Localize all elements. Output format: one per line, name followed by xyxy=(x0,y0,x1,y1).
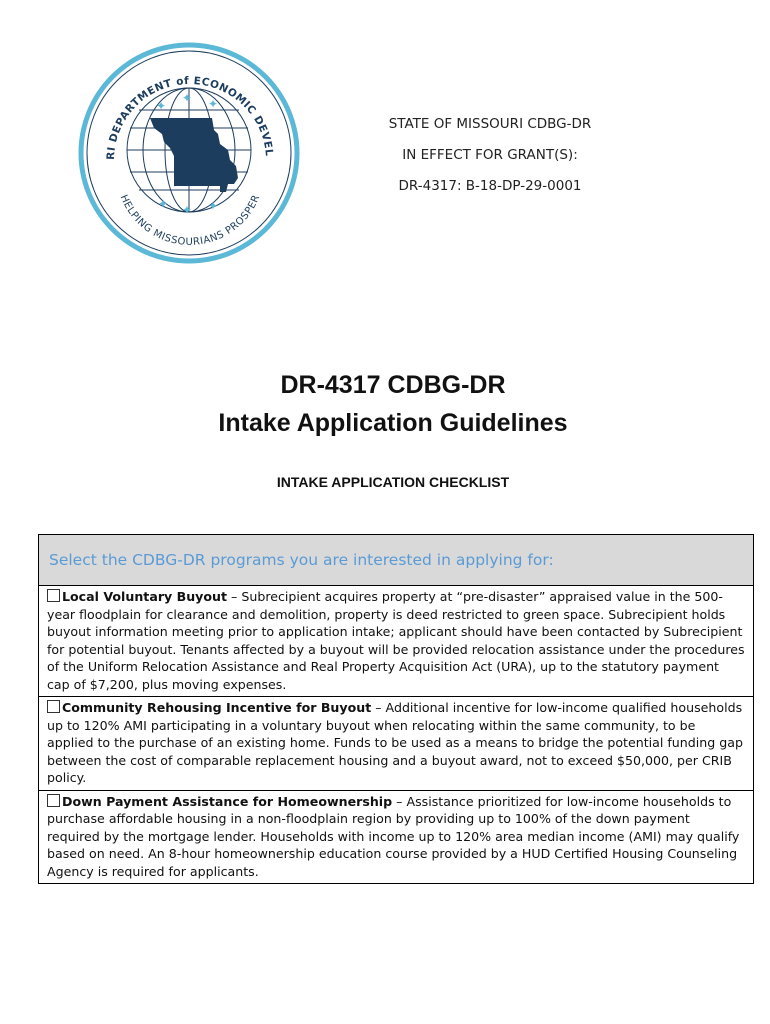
svg-text:✦: ✦ xyxy=(208,97,219,111)
crib-checkbox[interactable] xyxy=(47,700,60,713)
department-logo xyxy=(78,38,300,268)
program-description: – Assistance prioritized for low-income households to purchase affordable housing in a non-floodplain region by providing up to 100% of the down payment required by the mortgage lender. Households with income up to 120% area median income (AMI) may qualify based on need. An 8-hour homeownership education course provided by a HUD Certified Housing Counseling Agency is required for applicants. xyxy=(47,793,740,879)
checklist-heading: INTAKE APPLICATION CHECKLIST xyxy=(276,474,510,490)
svg-text:✦: ✦ xyxy=(156,99,167,113)
program-description: – Subrecipient acquires property at “pre-disaster” appraised value in the 500-year floodplain for clearance and demolition, property is deed restricted to green space. Subrecipient holds buyout information meeting prior to application intake; applicant should have been contacted by Subrecipient for potential buyout. Tenants affected by a buyout will be provided relocation assistance under the procedures of the Uniform Relocation Assistance and Real Property Acquisition Act (URA), up to the statutory payment cap of $7,200, plus moving expenses. xyxy=(47,589,745,692)
header-line-effect: IN EFFECT FOR GRANT(S): xyxy=(402,147,578,163)
program-row-buyout xyxy=(39,586,753,697)
svg-text:✦: ✦ xyxy=(182,91,193,105)
seal-icon xyxy=(78,38,300,268)
header-line-state: STATE OF MISSOURI CDBG-DR xyxy=(388,116,592,132)
svg-text:✦: ✦ xyxy=(182,203,193,217)
down-payment-checkbox[interactable] xyxy=(47,794,60,807)
program-description: – Additional incentive for low-income qualified households up to 120% AMI participating in a voluntary buyout when relocating within the same community, to be applied to the purchase of an existing home. Funds to be used as a means to bridge the potential funding gap between the cost of comparable replacement housing and a buyout award, not to exceed $50,000, per CRIB policy. xyxy=(47,700,743,785)
seal-top-text: RI DEPARTMENT of ECONOMIC DEVEL xyxy=(104,74,275,161)
program-name: Down Payment Assistance for Homeownership xyxy=(62,793,393,809)
buyout-checkbox[interactable] xyxy=(47,589,60,602)
program-name: Local Voluntary Buyout xyxy=(62,589,228,604)
program-selection-table xyxy=(38,534,754,884)
grant-header xyxy=(330,116,650,209)
program-row-crib xyxy=(39,697,753,791)
svg-text:✦: ✦ xyxy=(158,197,169,211)
document-title xyxy=(0,366,770,442)
svg-text:HELPING MISSOURIANS PROSPER xyxy=(118,193,263,248)
program-name: Community Rehousing Incentive for Buyout xyxy=(62,700,372,715)
header-line-grant: DR-4317: B-18-DP-29-0001 xyxy=(398,178,582,194)
program-row-down-payment xyxy=(39,791,753,884)
missouri-map-icon xyxy=(150,118,238,192)
title-line-2: Intake Application Guidelines xyxy=(218,409,568,437)
svg-text:✦: ✦ xyxy=(208,199,219,213)
table-heading: Select the CDBG-DR programs you are interested in applying for: xyxy=(39,535,753,586)
seal-bottom-text: HELPING MISSOURIANS PROSPER xyxy=(117,193,263,248)
title-line-1: DR-4317 CDBG-DR xyxy=(280,371,506,399)
